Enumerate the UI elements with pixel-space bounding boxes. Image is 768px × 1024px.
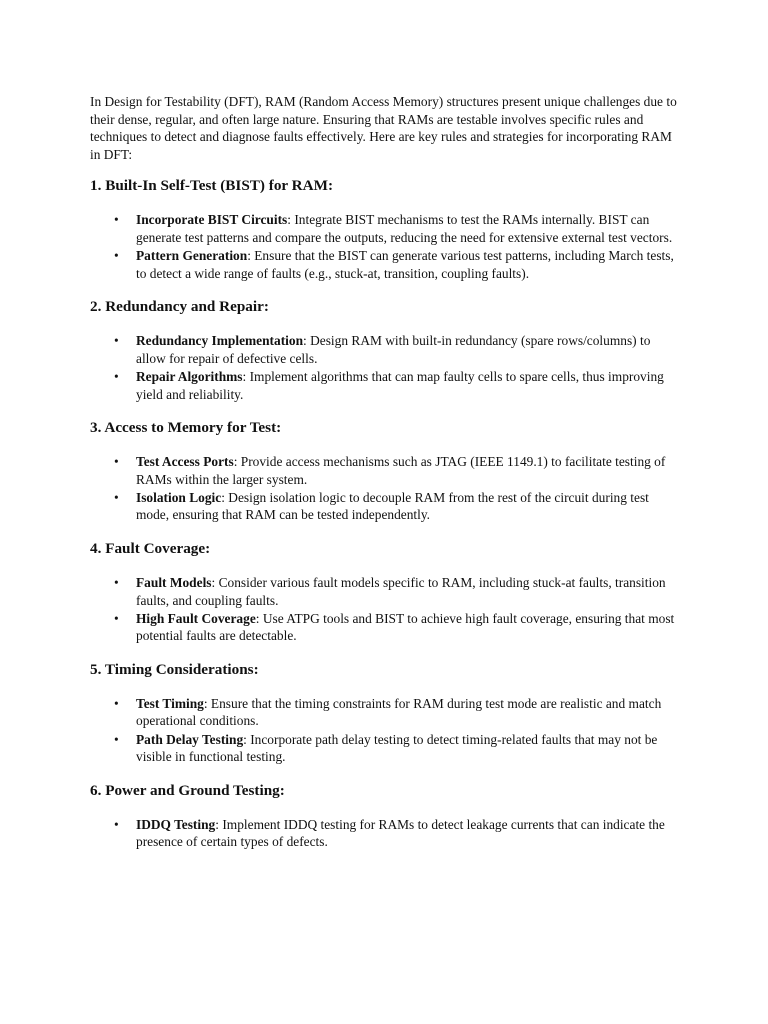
- section-4: [90, 539, 680, 645]
- bullet-icon: •: [114, 333, 119, 349]
- section-6: [90, 781, 680, 851]
- list-item: [90, 731, 680, 766]
- section-3: [90, 418, 680, 524]
- item-term: IDDQ Testing: [136, 816, 216, 832]
- bullet-icon: •: [114, 489, 119, 505]
- bullet-icon: •: [114, 816, 119, 832]
- section-title: 4. Fault Coverage:: [90, 540, 211, 557]
- list-item: [90, 453, 680, 488]
- item-term: Test Timing: [136, 695, 204, 711]
- list-item: [90, 332, 680, 367]
- section-title: 3. Access to Memory for Test:: [90, 419, 282, 437]
- bullet-list: [90, 332, 680, 403]
- list-item: [90, 610, 680, 645]
- section-2: [90, 297, 680, 403]
- bullet-icon: •: [114, 695, 119, 711]
- item-text: : Incorporate path delay testing to detect timing-related faults that may not be visible in functional testing.: [136, 731, 658, 765]
- item-text: : Implement algorithms that can map faulty cells to spare cells, thus improving yield and reliability.: [136, 368, 664, 402]
- section-title: 6. Power and Ground Testing:: [90, 781, 285, 799]
- item-term: Incorporate BIST Circuits: [136, 212, 288, 228]
- bullet-list: [90, 816, 680, 851]
- bullet-list: [90, 453, 680, 524]
- section-title: 2. Redundancy and Repair:: [90, 298, 269, 316]
- item-term: High Fault Coverage: [136, 610, 256, 626]
- item-term: Fault Models: [136, 575, 212, 590]
- list-item: [90, 574, 680, 609]
- item-text: : Use ATPG tools and BIST to achieve high fault coverage, ensuring that most potential faults are detectable.: [136, 610, 675, 644]
- bullet-list: [90, 574, 680, 645]
- item-text: : Ensure that the BIST can generate various test patterns, including March tests, to detect a wide range of faults (e.g., stuck-at, transition, coupling faults).: [136, 248, 674, 281]
- list-item: [90, 247, 680, 282]
- list-item: [90, 816, 680, 851]
- list-item: [90, 695, 680, 730]
- item-text: : Integrate BIST mechanisms to test the RAMs internally. BIST can generate test patterns and compare the outputs, reducing the need for extensive external test vectors.: [136, 212, 673, 245]
- item-text: : Implement IDDQ testing for RAMs to detect leakage currents that can indicate the presence of certain types of defects.: [136, 816, 665, 850]
- item-text: : Design RAM with built-in redundancy (spare rows/columns) to allow for repair of defective cells.: [136, 333, 651, 366]
- item-term: Repair Algorithms: [136, 368, 243, 384]
- bullet-icon: •: [114, 212, 119, 228]
- bullet-icon: •: [114, 454, 119, 470]
- item-text: : Consider various fault models specific to RAM, including stuck-at faults, transition faults, and coupling faults.: [136, 575, 666, 608]
- intro-paragraph: In Design for Testability (DFT), RAM (Random Access Memory) structures present unique challenges due to their dense, regular, and often large nature. Ensuring that RAMs are testable involves specific rules and techniques to detect and diagnose faults effectively. Here are key rules and strategies for incorporating RAM in DFT:: [90, 94, 677, 162]
- section-5: [90, 660, 680, 766]
- item-text: : Provide access mechanisms such as JTAG (IEEE 1149.1) to facilitate testing of RAMs within the larger system.: [136, 454, 666, 487]
- item-text: : Ensure that the timing constraints for RAM during test mode are realistic and match operational conditions.: [136, 695, 662, 729]
- item-term: Path Delay Testing: [136, 731, 244, 747]
- bullet-icon: •: [114, 731, 119, 747]
- bullet-list: [90, 695, 680, 766]
- bullet-icon: •: [114, 575, 119, 590]
- item-term: Redundancy Implementation: [136, 333, 304, 349]
- list-item: [90, 489, 680, 524]
- bullet-list: [90, 211, 680, 282]
- section-title: 1. Built-In Self-Test (BIST) for RAM:: [90, 177, 334, 195]
- bullet-icon: •: [114, 610, 119, 626]
- item-text: : Design isolation logic to decouple RAM from the rest of the circuit during test mode, ensuring that RAM can be tested independently.: [136, 489, 649, 523]
- item-term: Isolation Logic: [136, 489, 222, 505]
- document-page: [90, 93, 680, 866]
- bullet-icon: •: [114, 248, 119, 264]
- section-title: 5. Timing Considerations:: [90, 660, 259, 678]
- list-item: [90, 211, 680, 246]
- section-1: [90, 176, 680, 282]
- list-item: [90, 368, 680, 403]
- item-term: Pattern Generation: [136, 248, 248, 264]
- item-term: Test Access Ports: [136, 454, 234, 470]
- bullet-icon: •: [114, 368, 119, 384]
